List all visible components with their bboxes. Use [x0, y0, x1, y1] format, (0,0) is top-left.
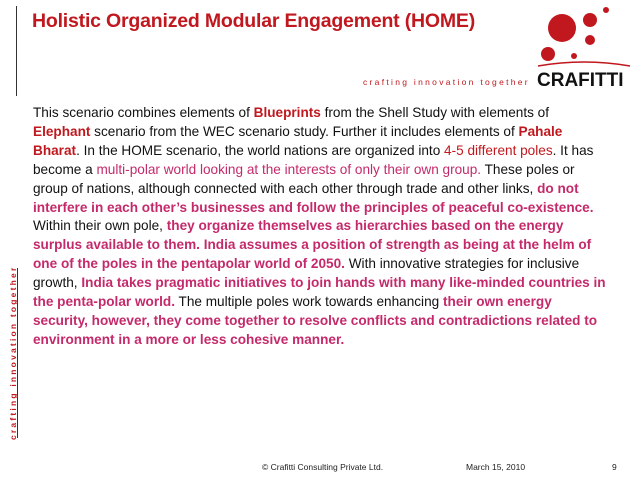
paragraph-run: from the Shell Study with elements of: [320, 105, 550, 120]
paragraph-run: their own energy security, however, they come together to resolve conflicts and contradictions related to environment in a more or less cohesive manner.: [33, 294, 598, 347]
paragraph-run: With innovative strategies for inclusive growth,: [33, 256, 580, 291]
page-number: 9: [612, 462, 617, 472]
paragraph-run: These poles or group of nations, although connected with each other through trade and other links,: [33, 161, 575, 196]
paragraph-run: The multiple poles work towards enhancing: [174, 294, 443, 310]
paragraph-run: 4-5 different poles: [444, 142, 553, 158]
paragraph-run: do not interfere in each other’s businesses and follow the principles of peaceful co-existence.: [33, 180, 594, 215]
logo-text: CRAFITTI: [537, 70, 624, 91]
left-divider-top: [16, 6, 17, 96]
paragraph-run: Blueprints: [253, 105, 321, 120]
paragraph-run: This scenario combines elements of: [33, 105, 254, 120]
paragraph-run: . In the HOME scenario, the world nations are organized into: [76, 142, 445, 158]
paragraph-run: they organize themselves as hierarchies based on the energy surplus available to them. India assumes a position of strength as being at the helm of one of the poles in the pentapolar world of 2050.: [33, 218, 592, 272]
slide-title: Holistic Organized Modular Engagement (HOME): [32, 10, 475, 32]
footer-date: March 15, 2010: [466, 462, 526, 472]
paragraph-run: Elephant: [33, 123, 91, 139]
side-tagline: crafting innovation together: [8, 265, 18, 440]
scenario-paragraph: [33, 104, 608, 350]
paragraph-run: scenario from the WEC scenario study. Further it includes elements of: [90, 123, 519, 139]
paragraph-run: India takes pragmatic initiatives to join hands with many like-minded countries in the penta-polar world.: [33, 275, 606, 310]
paragraph-run: Pahale Bharat: [33, 123, 563, 158]
crafitti-logo: [534, 6, 634, 96]
paragraph-run: . It has become a: [33, 142, 594, 177]
header-tagline: crafting innovation together: [363, 77, 530, 87]
paragraph-run: Within their own pole,: [33, 218, 167, 234]
paragraph-run: multi-polar world looking at the interests of only their own group.: [96, 161, 482, 177]
footer-copyright: © Crafitti Consulting Private Ltd.: [262, 462, 384, 472]
